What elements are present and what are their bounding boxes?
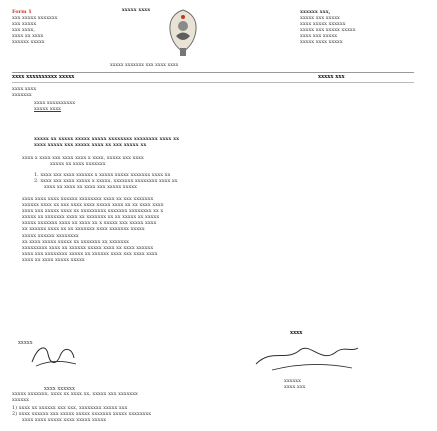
footnote-line: xxxxxx (12, 397, 29, 404)
paragraph-line: xxxx xxxx xxxx xxxxxx xxxxxxxx xxxx xx xxx xxxxxxx (22, 196, 154, 202)
paragraph-line: xxxx xxx xxxxx xxxx xx xxxxxxxxx xxxxxxx xxxxxxxx xx x (22, 208, 164, 215)
address-line: xxxxxxx (12, 92, 32, 99)
header-right-line: xxxxx xxxx xxxxx (300, 39, 343, 46)
list-item: 1. xxxx xxx xxxx xxxxxx x xxxxx xxxxx xxxxxxx xxxx xx (34, 172, 171, 178)
header-rule-top (12, 72, 414, 73)
signature-left-name: xxxxx (18, 340, 33, 346)
address-block (12, 86, 92, 98)
header-center (118, 7, 154, 13)
header-left-line: xxxx xx xxxx (12, 33, 44, 40)
header-left-line: xxx xxxxx xxxxxxx (12, 15, 58, 22)
note-line: 1) xxxx xx xxxxxx xxx xxx, xxxxxxxx xxxxx xxx (12, 405, 128, 411)
header-right-line: xxxxx xxx xxxxx xxxxx (300, 27, 356, 34)
notes (12, 405, 412, 423)
header-left-line: xxx xxxx, (12, 27, 35, 34)
note-line: 2) xxxx xxxxxx xxx xxxxx xxxxx xxxxxxx xxxxx xxxxxxxx (12, 411, 152, 418)
paragraph-line: xxxx xx xxxx xxxxx xxxxx (22, 256, 85, 263)
footnote (12, 391, 412, 403)
paragraph-line: xx xxxxxx xxxx xx xx xxxxxxx xxxx xxxxxxx xxxxx (22, 226, 145, 233)
header-right-line: xxxxxx xxx, (300, 9, 331, 15)
header-right-line: xxxx xxxxx xxxxxx (300, 21, 346, 28)
subject-line: xxxxx xx xxxxx xxxxx xxxxx xxxxxxxx xxxxxxxx xxxx xx (34, 136, 180, 142)
header-caption: xxxxx xxxxxxx xxx xxxx xxxx (110, 63, 179, 68)
main-paragraph (22, 196, 414, 263)
paragraph-line: xxxxx xxxxxxx xxxx xx xxxx xx x xxxxx xxx xxxxx xxxx (22, 220, 157, 227)
address-line: xxxx xxxx (12, 86, 37, 92)
signature-left-caption: xxxx xxxxxx (44, 386, 75, 392)
paragraph-line: xxxxx xx xxxxxxx xxxx xx xxxxxxx xx xx xxxxx xx xxxxx (22, 214, 160, 221)
list-item: xxxx xx xxxx xx xxxx xxx xxxxx xxxxx (44, 184, 137, 191)
paragraph-line: xxxx xxx xxxxxxxx xxxxx xx xxxxxx xxxx xxx xxxx xxxx (22, 250, 158, 257)
list-item: 2. xxxx xxx xxxx xxxxx x xxxxx, xxxxxxx xxxxxxxx xxxx xx (34, 178, 178, 185)
ref-left: xxxx xxxxxxxxxx xxxxx (12, 74, 75, 80)
ref-right: xxxxx xxx (318, 74, 345, 80)
address-block-2 (34, 100, 124, 112)
paragraph-line: xxxxxxxxx xxxx xx xxxxxx xxxxx xxxx xx xxxx xxxxxx (22, 244, 154, 251)
header-right (300, 9, 410, 46)
header-right-line: xxxxx xxx xxxxx (300, 15, 340, 22)
paragraph-line: xxxxxx xxxx xx xxx xxxx xxxx xxxxx xxxx xx xx xxxx xxxx (22, 202, 164, 209)
header-right-line: xxxx xxx xxxxx (300, 33, 338, 40)
intro-line: xxxxx xx xxxx xxxxxxx (50, 161, 106, 168)
address-line: xxxx xxxxxxxxxx (34, 100, 76, 106)
header-left-line: Form 1 (12, 9, 32, 15)
subject-line: xxxx xxxxx xxx xxxxx xxxx xx xxx xxxxx xx (34, 142, 147, 149)
header-left (12, 9, 94, 46)
intro-line: xxxx x xxxx xxx xxxx xxxx x xxxx, xxxxx xxx xxxx (22, 155, 144, 161)
paragraph-line: xx xxxx xxxxx xxxxx xx xxxxxxx xx xxxxxxx (22, 238, 129, 245)
address-line: xxxxx xxxx (34, 106, 61, 113)
header-left-line: xxx xxxxx (12, 21, 37, 28)
note-line: xxxx xxxx xxxxx xxxx xxxxx xxxxx (22, 417, 107, 424)
emblem-icon (156, 4, 210, 62)
paragraph-line: xxxxx xxxxxx xxxxxxxx (22, 232, 79, 239)
items (34, 172, 414, 190)
signature-right-name: xxxx (290, 330, 303, 336)
header-rule-bottom (12, 82, 414, 83)
intro (22, 155, 412, 167)
signature-caption-line: xxxx xxx (284, 384, 306, 391)
subject (34, 136, 414, 148)
signature-caption-line: xxxxxx (284, 378, 301, 384)
signature-right-scribble-icon (252, 334, 362, 376)
signature-right-caption (284, 378, 364, 390)
footnote-line: xxxxx xxxxxxx, xxxx xx xxxx xx, xxxxx xxx xxxxxxx (12, 391, 138, 397)
header-center-line: xxxxx xxxx (121, 7, 151, 13)
signature-left-scribble-icon (26, 336, 86, 376)
header-left-line: xxxxxx xxxxx (12, 39, 45, 46)
